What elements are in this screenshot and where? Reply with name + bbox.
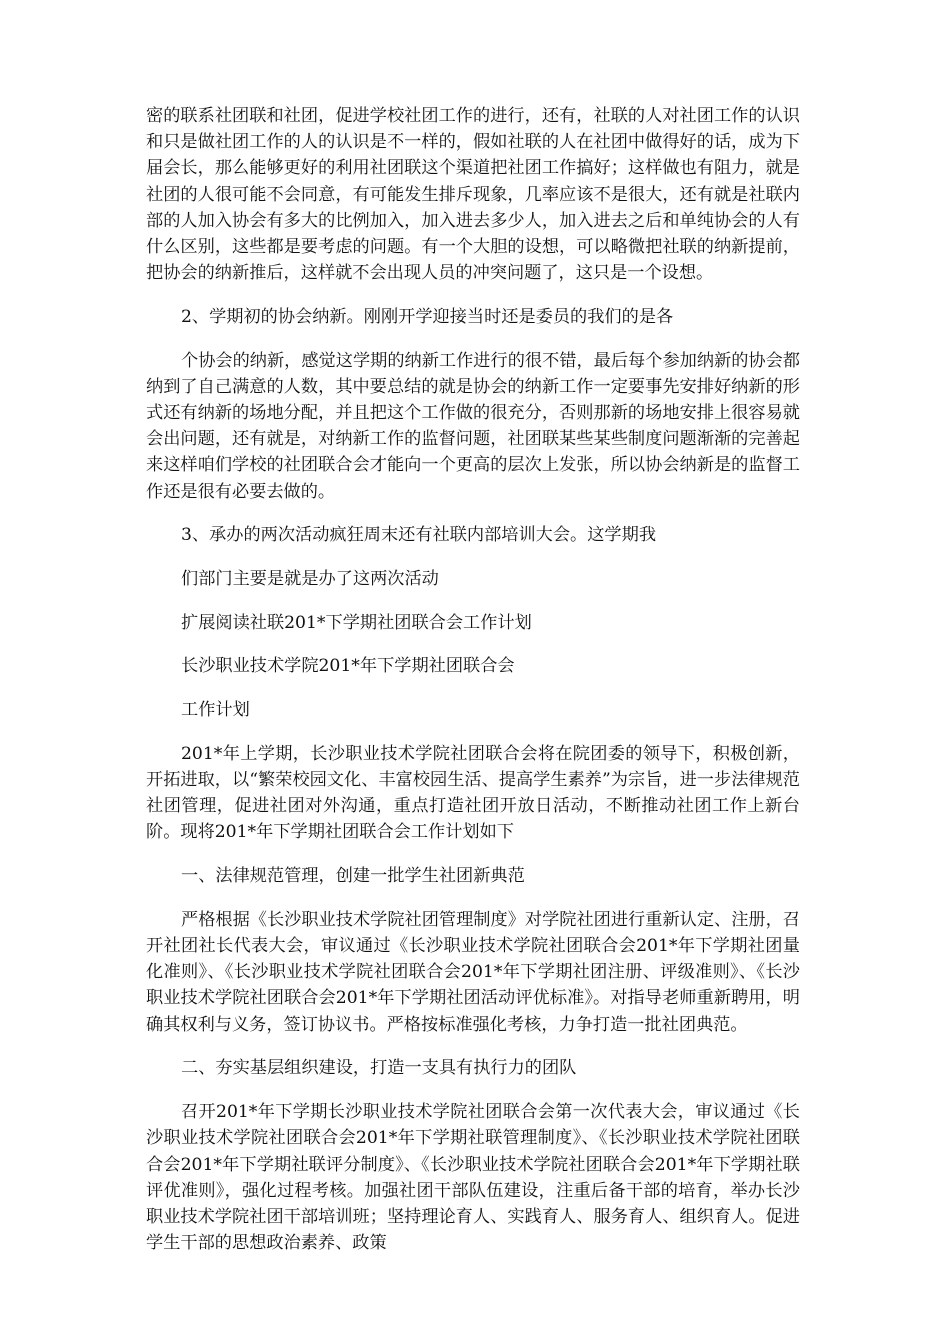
paragraph-item-2-body: 个协会的纳新，感觉这学期的纳新工作进行的很不错，最后每个参加纳新的协会都纳到了自己满意的人数，其中要总结的就是协会的纳新工作一定要事先安排好纳新的形式还有纳新的场地分配，并且把这个工作做的很充分，否则那新的场地安排上很容易就会出问题，还有就是，对纳新工作的监督问题，社团联某些某些制度问题渐渐的完善起来这样咱们学校的社团联合会才能向一个更高的层次上发张，所以协会纳新是的监督工作还是很有必要去做的。: [146, 350, 800, 502]
section-heading-2: 二、夯实基层组织建设，打造一支具有执行力的团队: [181, 1058, 577, 1079]
paragraph-item-2: 2、学期初的协会纳新。刚刚开学迎接当时还是委员的我们的是各: [181, 306, 674, 327]
section-1-paragraph: 严格根据《长沙职业技术学院社团管理制度》对学院社团进行重新认定、注册，召开社团社长代表大会，审议通过《长沙职业技术学院社团联合会201*年下学期社团量化准则》、《长沙职业技术学院社团联合会201*年下学期社团注册、评级准则》、《长沙职业技术学院社团联合会201*年下学期社团活动评优标准》。对指导老师重新聘用，明确其权利与义务，签订协议书。严格按标准强化考核，力争打造一批社团典范。: [146, 909, 800, 1035]
section-heading-1: 一、法律规范管理，创建一批学生社团新典范: [181, 866, 525, 887]
plan-heading-line-2: 工作计划: [181, 700, 250, 721]
section-2-paragraph: 召开201*年下学期长沙职业技术学院社团联合会第一次代表大会，审议通过《长沙职业技术学院社团联合会201*年下学期社联管理制度》、《长沙职业技术学院社团联合会201*年下学期社联评分制度》、《长沙职业技术学院社团联合会201*年下学期社联评优准则》，强化过程考核。加强社团干部队伍建设，注重后备干部的培育，举办长沙职业技术学院社团干部培训班；坚持理论育人、实践育人、服务育人、组织育人。促进学生干部的思想政治素养、政策: [146, 1102, 800, 1254]
document-page: [146, 103, 800, 1256]
plan-heading-line-1: 长沙职业技术学院201*年下学期社团联合会: [181, 656, 515, 677]
paragraph-item-3: 3、承办的两次活动疯狂周末还有社联内部培训大会。这学期我: [181, 525, 657, 546]
paragraph-item-3-body: 们部门主要是就是办了这两次活动: [181, 569, 439, 590]
paragraph-continuation: 密的联系社团联和社团，促进学校社团工作的进行，还有，社联的人对社团工作的认识和只是做社团工作的人的认识是不一样的，假如社联的人在社团中做得好的话，成为下届会长，那么能够更好的利用社团联这个渠道把社团工作搞好；这样做也有阻力，就是社团的人很可能不会同意，有可能发生排斥现象，几率应该不是很大，还有就是社联内部的人加入协会有多大的比例加入，加入进去多少人，加入进去之后和单纯协会的人有什么区别，这些都是要考虑的问题。有一个大胆的设想，可以略微把社联的纳新提前，把协会的纳新推后，这样就不会出现人员的冲突问题了，这只是一个设想。: [146, 106, 800, 284]
extended-reading-title: 扩展阅读社联201*下学期社团联合会工作计划: [181, 612, 532, 633]
plan-intro-paragraph: 201*年上学期，长沙职业技术学院社团联合会将在院团委的领导下，积极创新，开拓进取，以“繁荣校园文化、丰富校园生活、提高学生素养”为宗旨，进一步法律规范社团管理，促进社团对外沟通，重点打造社团开放日活动，不断推动社团工作上新台阶。现将201*年下学期社团联合会工作计划如下: [146, 743, 800, 843]
